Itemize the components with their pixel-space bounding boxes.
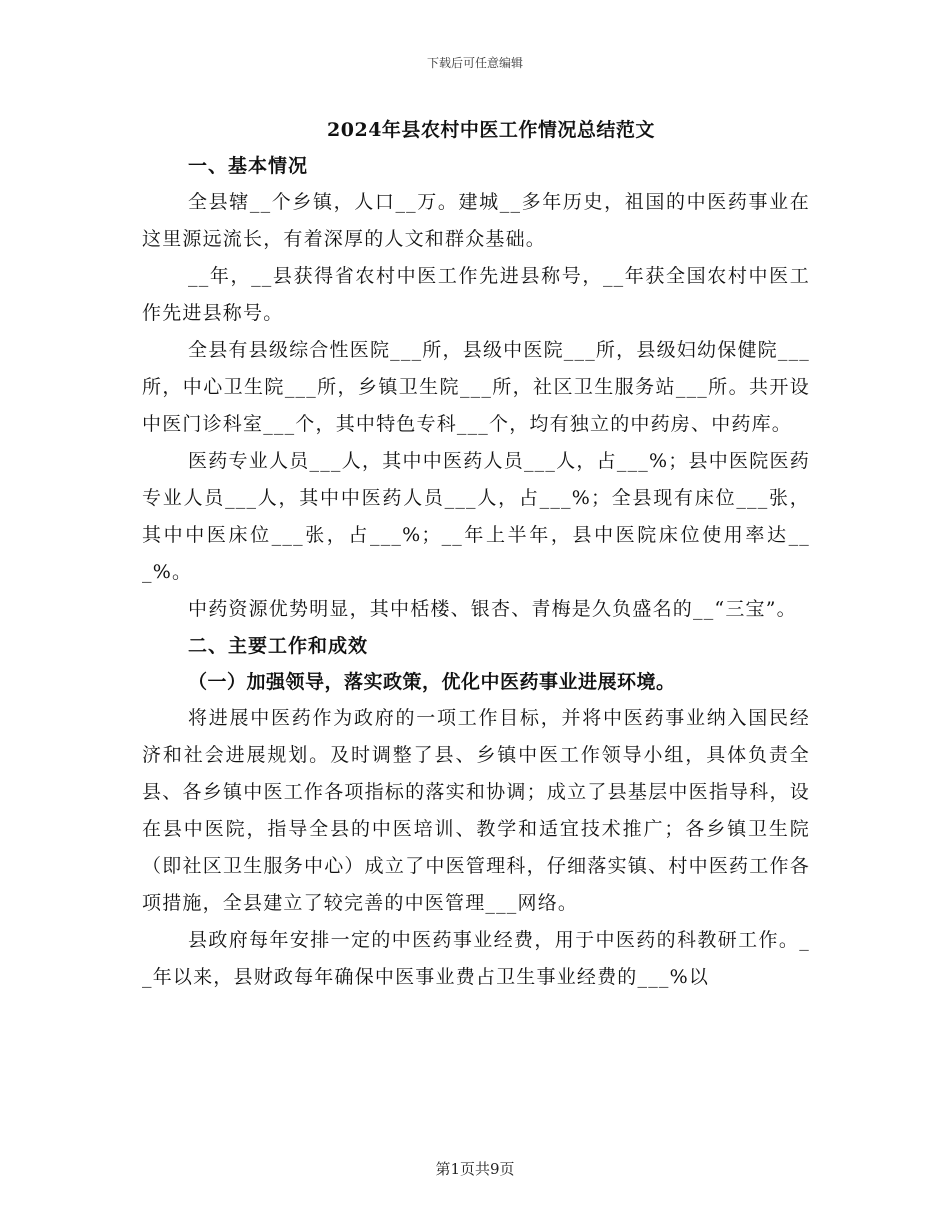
section-heading-work: 二、主要工作和成效 [188, 635, 369, 657]
page-header-note: 下载后可任意编辑 [426, 56, 523, 70]
document-body [142, 112, 810, 996]
section-heading-basic: 一、基本情况 [188, 155, 309, 177]
paragraph: __年，__县获得省农村中医工作先进县称号，__年获全国农村中医工作先进县称号。 [142, 265, 810, 324]
paragraph: 县政府每年安排一定的中医药事业经费，用于中医药的科教研工作。__年以来，县财政每年确保中医事业费占卫生事业经费的___%以 [142, 929, 810, 988]
paragraph: 中药资源优势明显，其中栝楼、银杏、青梅是久负盛名的__“三宝”。 [188, 598, 797, 620]
document-title: 2024年县农村中医工作情况总结范文 [327, 119, 655, 141]
paragraph: 将进展中医药作为政府的一项工作目标，并将中医药事业纳入国民经济和社会进展规划。及时调整了县、乡镇中医工作领导小组，具体负责全县、各乡镇中医工作各项指标的落实和协调；成立了县基层中医指导科，设在县中医院，指导全县的中医培训、教学和适宜技术推广；各乡镇卫生院（即社区卫生服务中心）成立了中医管理科，仔细落实镇、村中医药工作各项措施，全县建立了较完善的中医管理___网络。 [142, 707, 810, 914]
page-footer: 第1页共9页 [435, 1160, 515, 1178]
paragraph: 全县有县级综合性医院___所，县级中医院___所，县级妇幼保健院___所，中心卫生院___所，乡镇卫生院___所，社区卫生服务站___所。共开设中医门诊科室___个，其中特色专科___个，均有独立的中药房、中药库。 [142, 339, 810, 435]
paragraph: 医药专业人员___人，其中中医药人员___人，占___%；县中医院医药专业人员___人，其中中医药人员___人，占___%；全县现有床位___张，其中中医床位___张，占___%；__年上半年，县中医院床位使用率达___%。 [142, 450, 810, 583]
paragraph: 全县辖__个乡镇，人口__万。建城__多年历史，祖国的中医药事业在这里源远流长，有着深厚的人文和群众基础。 [142, 191, 810, 250]
subsection-heading: （一）加强领导，落实政策，优化中医药事业进展环境。 [188, 671, 676, 693]
